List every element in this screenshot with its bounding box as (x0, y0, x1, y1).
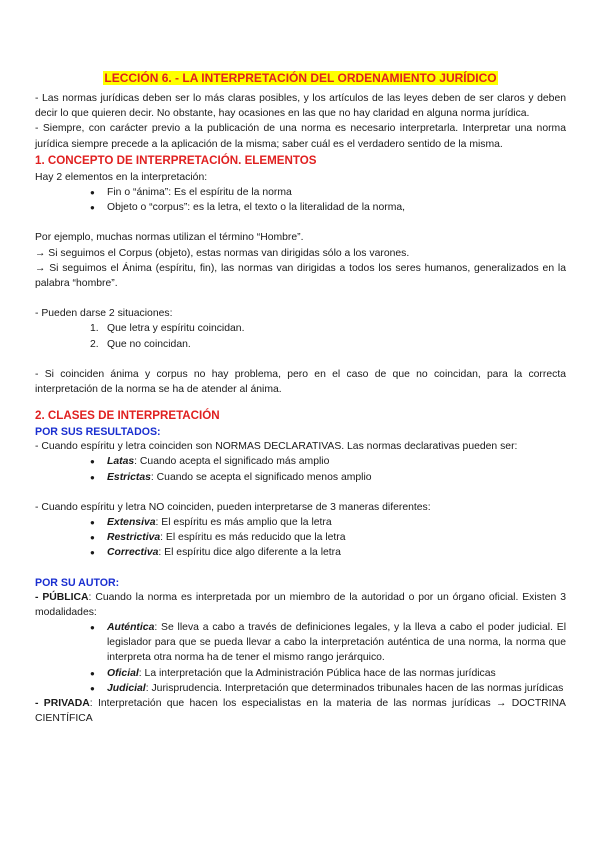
list-item (90, 470, 566, 485)
section-1-conclusion: - Si coinciden ánima y corpus no hay problema, pero en el caso de que no coincidan, para la correcta interpretación de la norma se ha de atender al ánima. (35, 368, 566, 396)
list-item (90, 620, 566, 666)
public-label: - PÚBLICA (35, 591, 89, 603)
list-item (90, 545, 566, 560)
spacer (35, 397, 566, 407)
term-description: : Cuando se acepta el significado menos amplio (150, 471, 372, 483)
elements-list (35, 185, 566, 215)
list-item: ● Fin o “ánima”: Es el espíritu de la norma (90, 185, 566, 200)
situations-list (35, 321, 566, 351)
term-description: : El espíritu es más reducido que la letra (160, 532, 346, 544)
non-coinciding-list (35, 515, 566, 561)
term-description: : Se lleva a cabo a través de definiciones legales, y la lleva a cabo el poder judicial. El legislador para que se pueda llevar a cabo la interpretación auténtica de una norma, la norma que interpreta otra norma ha de tener el mismo rango jerárquico. (107, 622, 566, 664)
section-2-heading: 2. CLASES DE INTERPRETACIÓN (35, 409, 220, 423)
list-item (90, 454, 566, 469)
private-text: : Interpretación que hacen los especialistas en la materia de las normas jurídicas → DOCTRINA CIENTÍFICA (35, 698, 566, 725)
document-page (35, 70, 566, 727)
term-description: : Cuando acepta el significado más amplio (134, 456, 330, 468)
declarative-lead: - Cuando espíritu y letra coinciden son NORMAS DECLARATIVAS. Las normas declarativas pueden ser: (35, 441, 518, 453)
intro-paragraph-2: - Siempre, con carácter previo a la publicación de una norma es necesario interpretarla. Interpretar una norma jurídica siempre precede a la aplicación de la misma; saber cuál es el verdadero sentido de la misma. (35, 123, 566, 150)
list-item (90, 681, 566, 696)
term-autentica: Auténtica (107, 622, 155, 634)
list-text: Que no coincidan. (107, 338, 191, 350)
anima-arrow-text: → Si seguimos el Ánima (espíritu, fin), las normas van dirigidas a todos los seres humanos, generalizados en la palabra “hombre”. (35, 262, 566, 290)
spacer (35, 291, 566, 306)
term-latas: Latas (107, 456, 135, 468)
term-description: : Jurisprudencia. Interpretación que determinados tribunales hacen de las normas jurídicas (145, 682, 564, 694)
list-item: ● Objeto o “corpus”: es la letra, el texto o la literalidad de la norma, (90, 200, 566, 215)
term-description: : El espíritu es más amplio que la letra (155, 517, 332, 529)
list-item (90, 321, 566, 336)
list-item (90, 666, 566, 681)
non-coinciding-lead: - Cuando espíritu y letra NO coinciden, pueden interpretarse de 3 maneras diferentes: (35, 501, 431, 513)
private-paragraph (35, 696, 566, 726)
private-label: - PRIVADA (35, 698, 90, 710)
term-oficial: Oficial (107, 667, 139, 679)
example-text: Por ejemplo, muchas normas utilizan el término “Hombre”. (35, 232, 304, 244)
spacer (35, 561, 566, 576)
public-paragraph (35, 590, 566, 620)
term-estrictas: Estrictas (107, 471, 151, 483)
situations-lead: - Pueden darse 2 situaciones: (35, 308, 173, 320)
section-1-heading: 1. CONCEPTO DE INTERPRETACIÓN. ELEMENTOS (35, 153, 317, 167)
corpus-arrow-text: → Si seguimos el Corpus (objeto), estas normas van dirigidas sólo a los varones. (35, 247, 410, 259)
term-correctiva: Correctiva (107, 547, 159, 559)
spacer (35, 215, 566, 230)
spacer (35, 352, 566, 367)
term-extensiva: Extensiva (107, 517, 156, 529)
public-text: : Cuando la norma es interpretada por un miembro de la autoridad o por un órgano oficial. Existen 3 modalidades: (35, 591, 566, 618)
list-number: 2. (90, 338, 99, 350)
results-subheading: POR SUS RESULTADOS: (35, 426, 161, 439)
term-restrictiva: Restrictiva (107, 532, 161, 544)
author-subheading: POR SU AUTOR: (35, 576, 120, 589)
term-judicial: Judicial (107, 682, 146, 694)
list-item (90, 530, 566, 545)
term-description: : La interpretación que la Administración Pública hace de las normas jurídicas (138, 667, 496, 679)
public-modalities-list (35, 620, 566, 696)
document-title-line (35, 70, 566, 88)
list-text: Que letra y espíritu coincidan. (107, 323, 245, 335)
spacer (35, 485, 566, 500)
intro-paragraph-1: - Las normas jurídicas deben ser lo más claras posibles, y los artículos de las leyes deben de ser claros y deben decir lo que quieren decir. No obstante, hay ocasiones en las que no hay claridad en alguna norma jurídica. (35, 93, 566, 120)
list-number: 1. (90, 323, 99, 335)
section-1-lead: Hay 2 elementos en la interpretación: (35, 171, 208, 183)
term-description: : El espíritu dice algo diferente a la letra (158, 547, 341, 559)
declarative-list (35, 454, 566, 484)
document-title: LECCIÓN 6. - LA INTERPRETACIÓN DEL ORDENAMIENTO JURÍDICO (104, 71, 497, 85)
list-item (90, 337, 566, 352)
list-item (90, 515, 566, 530)
